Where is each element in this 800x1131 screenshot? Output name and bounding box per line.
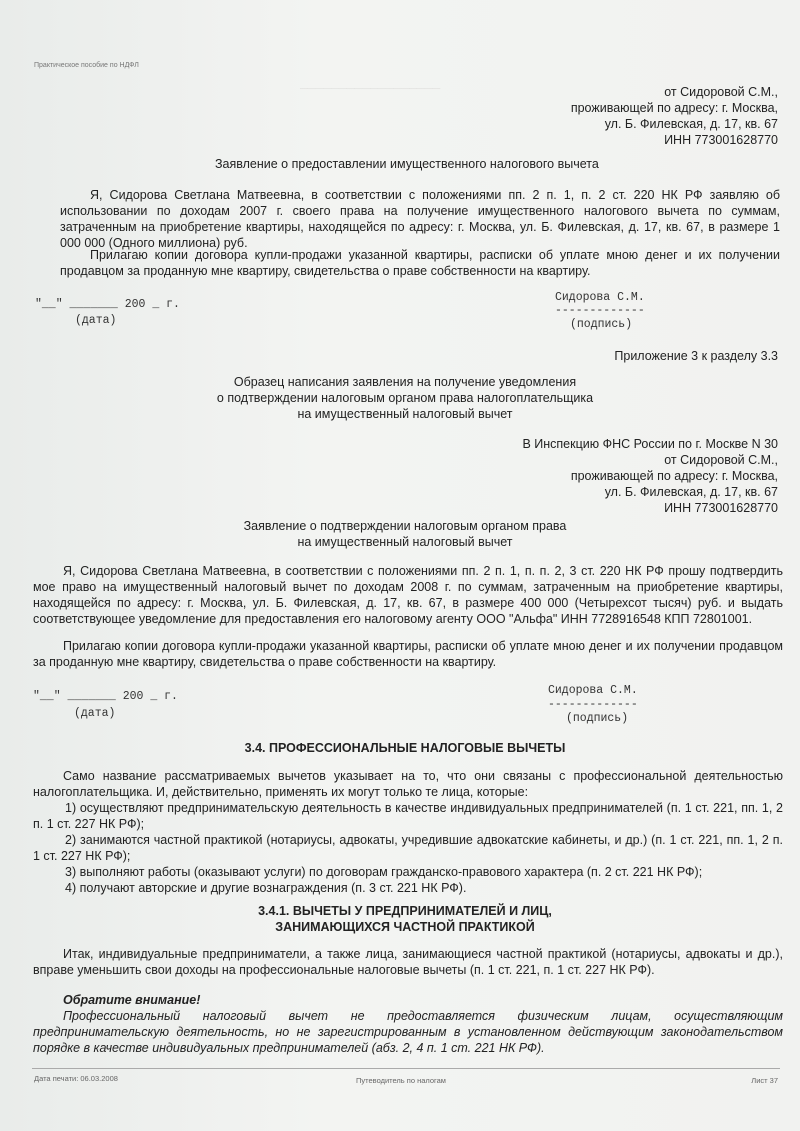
footer-print-date: Дата печати: 06.03.2008 bbox=[34, 1074, 118, 1083]
letter2-paragraph-1: Я, Сидорова Светлана Матвеевна, в соответствии с положениями пп. 2 п. 1, п. п. 2, 3 ст. 220 НК РФ прошу подтвердить мое право на имущественный налоговый вычет по доходам 2008 г. по суммам, затраченным на приобретение квартиры, находящейся по адресу: г. Москва, ул. Б. Филевская, д. 17, кв. 67, в размере 400 000 (Четырехсот тысяч) руб. и выдать соответствующее уведомление для предоставления его налоговому агенту ООО "Альфа" ИНН 7728916548 КПП 72801001. bbox=[33, 564, 783, 626]
appendix-sample-title bbox=[170, 374, 640, 422]
letter2-title-line: Заявление о подтверждении налоговым органом права bbox=[243, 519, 567, 533]
section-3-4-list bbox=[33, 800, 783, 896]
letter1-from-line: ИНН 773001628770 bbox=[664, 133, 778, 147]
letter1-sign-name: Сидорова С.М. bbox=[555, 291, 645, 304]
appendix-label: Приложение 3 к разделу 3.3 bbox=[614, 349, 778, 363]
appendix-title-line: на имущественный налоговый вычет bbox=[297, 407, 513, 421]
letter2-to-line: ИНН 773001628770 bbox=[664, 501, 778, 515]
section-3-4-intro: Само название рассматриваемых вычетов указывает на то, что они связаны с профессиональной деятельностью налогоплательщика. И, действительно, применять их могут только те лица, которые: bbox=[33, 769, 783, 799]
attention-title: Обратите внимание! bbox=[63, 993, 201, 1007]
letter2-sign-label: (подпись) bbox=[566, 712, 629, 725]
attention-text: Профессиональный налоговый вычет не предоставляется физическим лицам, осуществляющим предпринимательскую деятельность, но не зарегистрированным в установленном действующим законодательством порядке в качестве индивидуальных предпринимателей (абз. 2, 4 п. 1 ст. 221 НК РФ). bbox=[33, 1009, 783, 1055]
letter2-paragraph-2: Прилагаю копии договора купли-продажи указанной квартиры, расписки об уплате мною денег и их получении продавцом за проданную мне квартиру, свидетельства о праве собственности на квартиру. bbox=[33, 639, 783, 669]
letter1-sign-label: (подпись) bbox=[570, 318, 633, 331]
letter1-from-line: ул. Б. Филевская, д. 17, кв. 67 bbox=[604, 117, 778, 131]
section-3-4-1-heading-line: ЗАНИМАЮЩИХСЯ ЧАСТНОЙ ПРАКТИКОЙ bbox=[275, 920, 535, 934]
bleed-through-text: ────────────────── bbox=[300, 83, 441, 95]
letter1-sign-line: ------------- bbox=[555, 304, 645, 317]
letter2-title-line: на имущественный налоговый вычет bbox=[297, 535, 513, 549]
letter2-title bbox=[230, 518, 580, 550]
list-item: 1) осуществляют предпринимательскую деятельность в качестве индивидуальных предпринимателей (п. 1 ст. 221, пп. 1, 2 п. 1 ст. 227 НК РФ); bbox=[33, 801, 783, 831]
letter2-to-line: проживающей по адресу: г. Москва, bbox=[570, 469, 778, 483]
section-3-4-heading: 3.4. ПРОФЕССИОНАЛЬНЫЕ НАЛОГОВЫЕ ВЫЧЕТЫ bbox=[244, 741, 566, 755]
appendix-title-line: о подтверждении налоговым органом права налогоплательщика bbox=[216, 391, 594, 405]
section-3-4-1-paragraph: Итак, индивидуальные предприниматели, а также лица, занимающиеся частной практикой (нотариусы, адвокаты и др.), вправе уменьшить свои доходы на профессиональные налоговые вычеты (п. 1 ст. 221, п. 1 ст. 227 НК РФ). bbox=[33, 947, 783, 977]
footer-center-title: Путеводитель по налогам bbox=[356, 1076, 446, 1085]
list-item: 2) занимаются частной практикой (нотариусы, адвокаты, учредившие адвокатские кабинеты, и др.) (п. 1 ст. 221, пп. 1, 2 п. 1 ст. 227 НК РФ); bbox=[33, 833, 783, 863]
letter1-from-block bbox=[358, 84, 778, 148]
header-source: Практическое пособие по НДФЛ bbox=[34, 62, 139, 69]
section-3-4-1-heading-line: 3.4.1. ВЫЧЕТЫ У ПРЕДПРИНИМАТЕЛЕЙ И ЛИЦ, bbox=[258, 904, 552, 918]
letter2-to-line: ул. Б. Филевская, д. 17, кв. 67 bbox=[604, 485, 778, 499]
letter1-from-line: от Сидоровой С.М., bbox=[664, 85, 778, 99]
letter2-to-line: В Инспекцию ФНС России по г. Москве N 30 bbox=[522, 437, 778, 451]
letter2-to-line: от Сидоровой С.М., bbox=[664, 453, 778, 467]
letter1-date-label: (дата) bbox=[75, 314, 117, 327]
footer-page-number: Лист 37 bbox=[751, 1076, 778, 1085]
letter2-date-label: (дата) bbox=[74, 707, 116, 720]
list-item: 3) выполняют работы (оказывают услуги) по договорам гражданско-правового характера (п. 2 ст. 221 НК РФ); bbox=[65, 865, 703, 879]
letter1-paragraph-1: Я, Сидорова Светлана Матвеевна, в соответствии с положениями пп. 2 п. 1, п. 2 ст. 220 НК РФ заявляю об использовании по доходам 2007 г. своего права на получение имущественного налогового вычета по суммам, затраченным на приобретение квартиры, находящейся по адресу: г. Москва, ул. Б. Филевская, д. 17, кв. 67, в размере 1 000 000 (Одного миллиона) руб. bbox=[60, 188, 780, 250]
letter2-sign-line: ------------- bbox=[548, 698, 638, 711]
section-3-4-1-heading bbox=[200, 903, 610, 935]
letter2-to-block bbox=[358, 436, 778, 516]
letter1-date-line: "__" _______ 200 _ г. bbox=[35, 298, 180, 311]
letter2-sign-name: Сидорова С.М. bbox=[548, 684, 638, 697]
letter1-title: Заявление о предоставлении имущественного налогового вычета bbox=[215, 157, 599, 171]
footer-divider bbox=[32, 1068, 780, 1069]
letter1-from-line: проживающей по адресу: г. Москва, bbox=[570, 101, 778, 115]
letter2-date-line: "__" _______ 200 _ г. bbox=[33, 690, 178, 703]
letter1-paragraph-2: Прилагаю копии договора купли-продажи указанной квартиры, расписки об уплате мною денег и их получении продавцом за проданную мне квартиру, свидетельства о праве собственности на квартиру. bbox=[60, 248, 780, 278]
appendix-title-line: Образец написания заявления на получение уведомления bbox=[233, 375, 577, 389]
list-item: 4) получают авторские и другие вознаграждения (п. 3 ст. 221 НК РФ). bbox=[65, 881, 467, 895]
